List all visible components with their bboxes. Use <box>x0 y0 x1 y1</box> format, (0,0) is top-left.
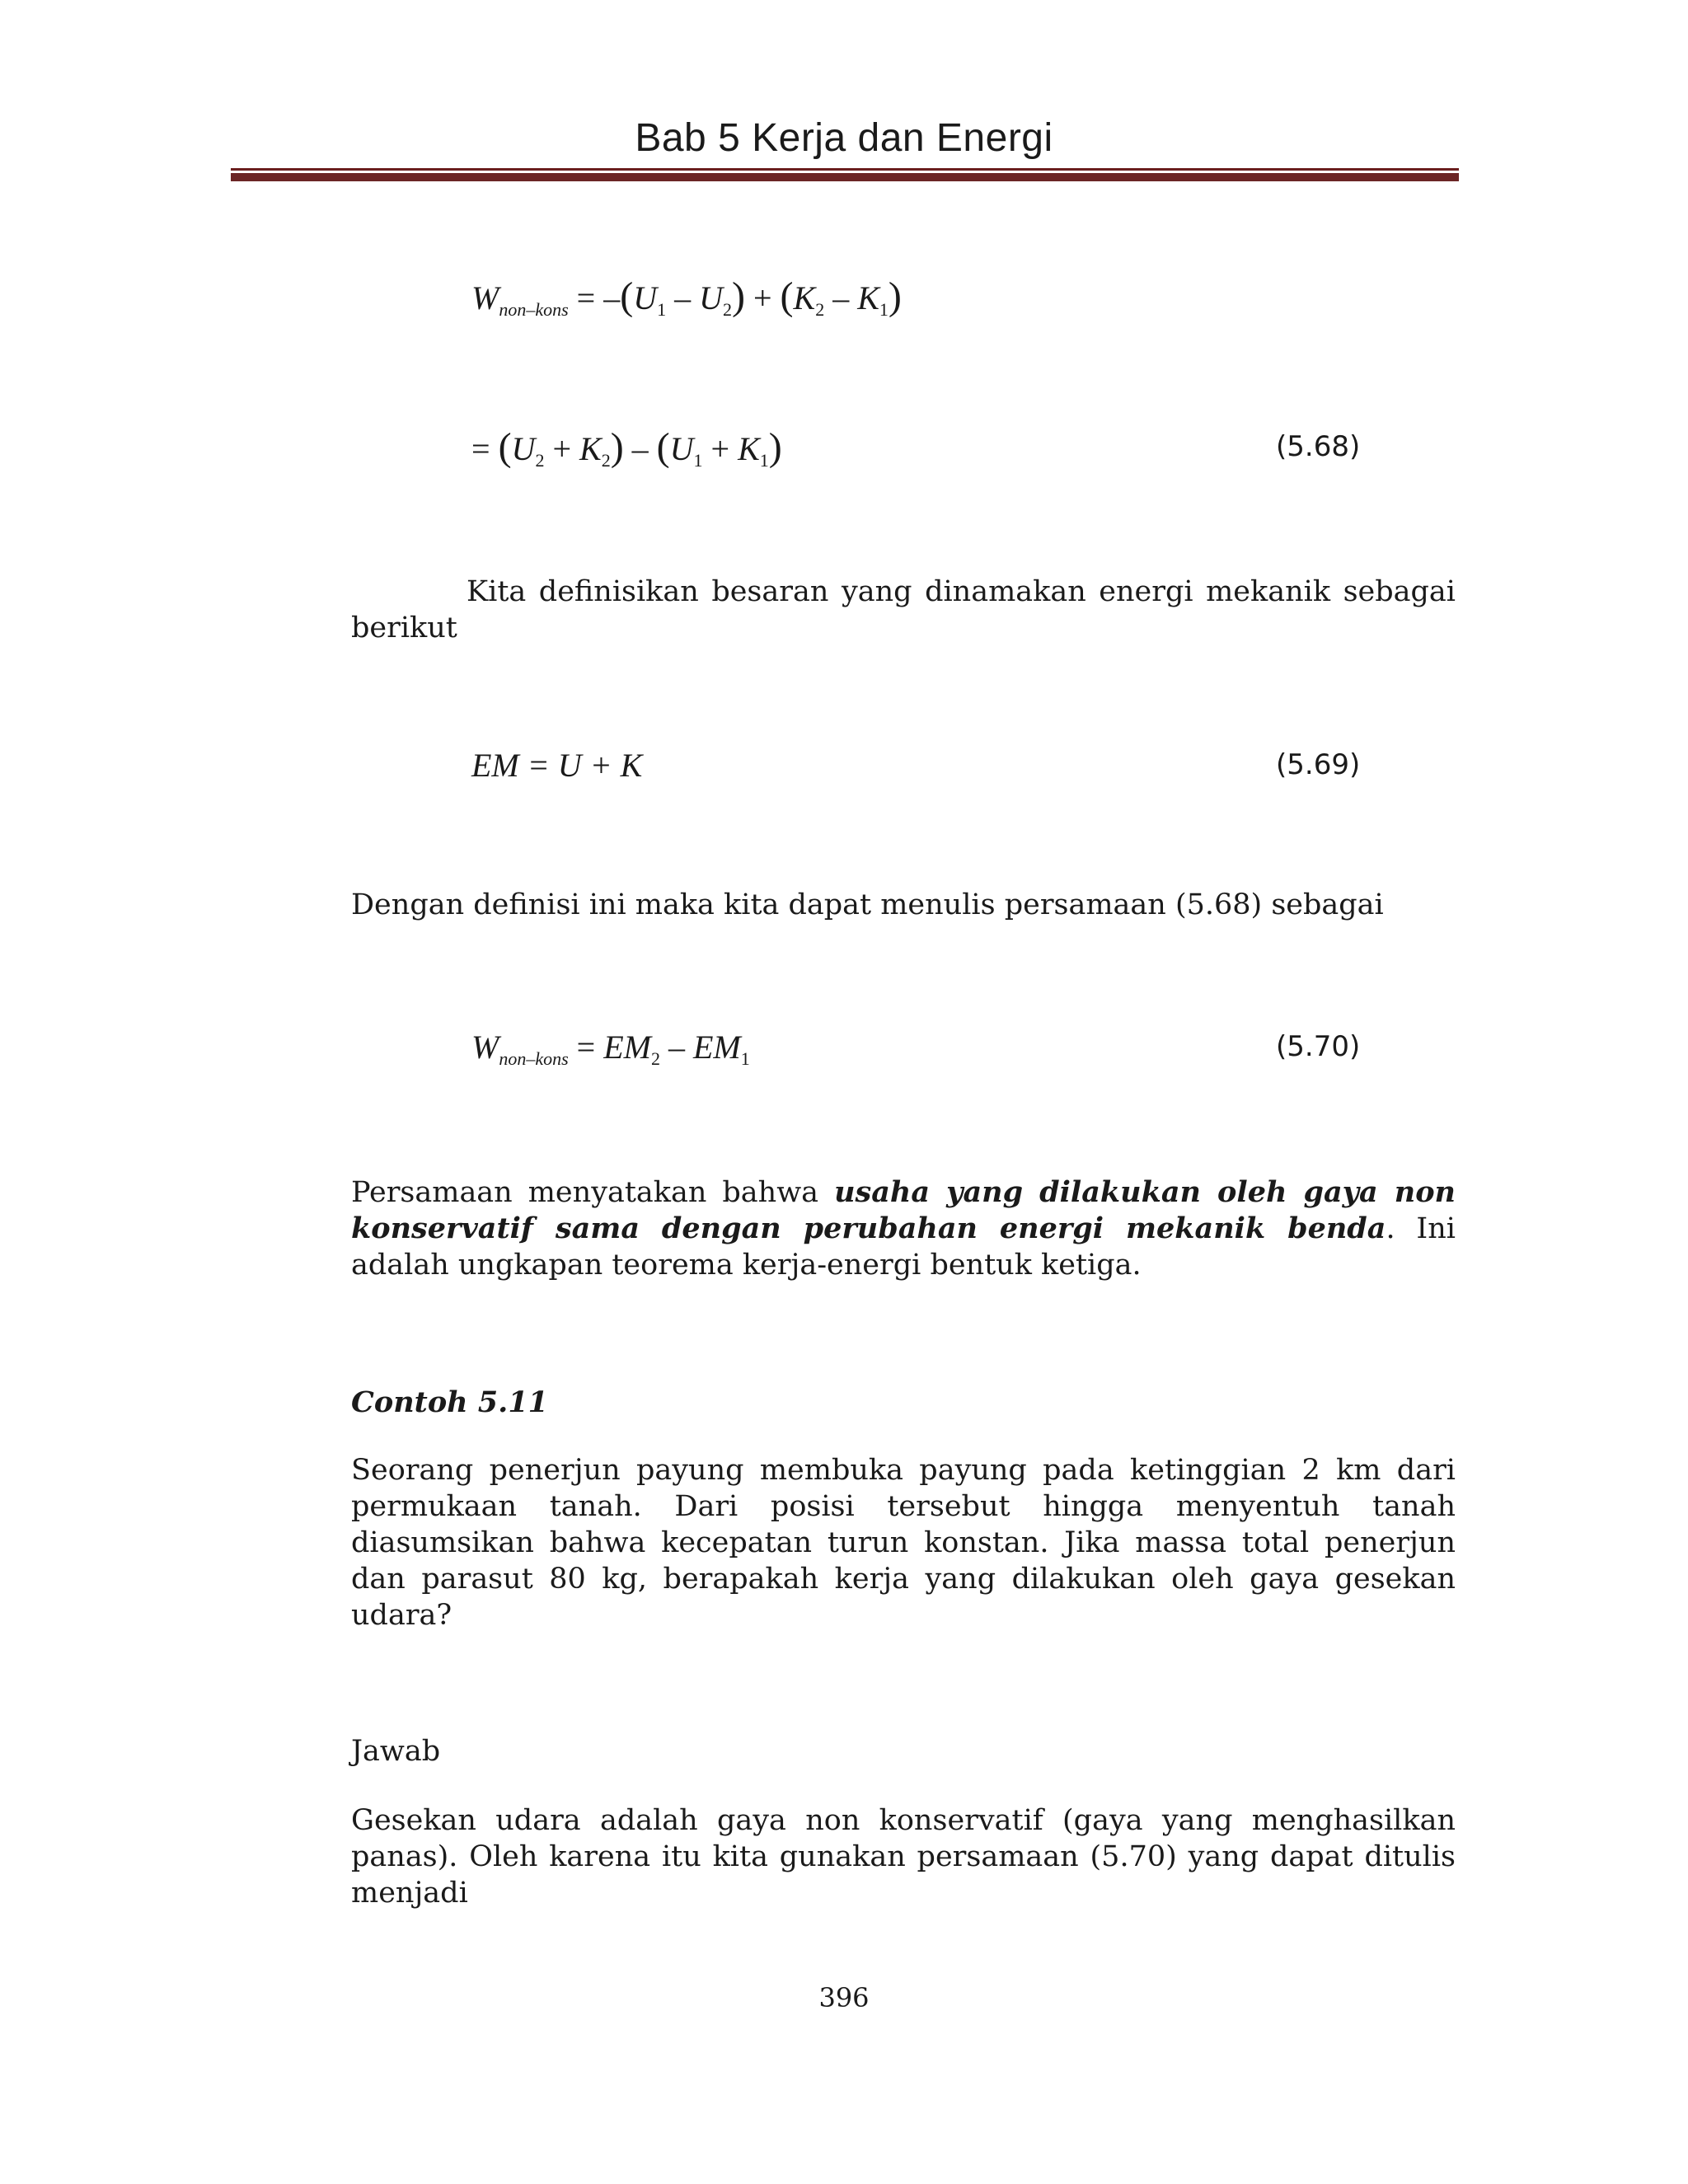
eq-subscript: 1 <box>657 299 667 320</box>
eq-subscript: 1 <box>759 450 769 471</box>
eq-symbol-w: W <box>471 1029 499 1066</box>
equation-number-5-69: (5.69) <box>1276 748 1361 781</box>
theorem-emphasis: usaha yang dilakukan oleh gaya non konservatif sama dengan perubahan energi mekanik benda <box>351 1175 1456 1245</box>
eq-symbol: K <box>857 279 879 316</box>
eq-subscript: 1 <box>879 299 889 320</box>
eq-symbol-em: EM <box>692 1029 741 1066</box>
eq-symbol: K <box>738 430 760 467</box>
eq-symbol: K <box>579 430 602 467</box>
eq-symbol: K <box>793 279 816 316</box>
eq-operator: + <box>544 430 579 467</box>
eq-subscript: non–kons <box>499 299 569 320</box>
eq-paren: ( <box>620 274 634 318</box>
answer-label: Jawab <box>351 1735 441 1768</box>
answer-text: Gesekan udara adalah gaya non konservatif (gaya yang menghasilkan panas). Oleh karena itu kita gunakan persamaan (5.70) yang dapat ditulis menjadi <box>351 1804 1456 1910</box>
equation-5-69 <box>471 746 642 785</box>
equation-number-5-70: (5.70) <box>1276 1030 1361 1063</box>
eq-operator: = – <box>576 279 621 316</box>
eq-subscript: 1 <box>693 450 703 471</box>
example-problem: Seorang penerjun payung membuka payung pada ketinggian 2 km dari permukaan tanah. Dari posisi tersebut hingga menyentuh tanah diasumsikan bahwa kecepatan turun konstan. Jika massa total penerjun dan parasut 80 kg, berapakah kerja yang dilakukan oleh gaya gesekan udara? <box>351 1454 1456 1632</box>
paragraph-definition: Kita definisikan besaran yang dinamakan energi mekanik sebagai berikut <box>351 575 1456 644</box>
eq-operator: – <box>824 279 858 316</box>
eq-subscript: 2 <box>601 450 611 471</box>
eq-operator: – <box>623 430 657 467</box>
eq-operator: = <box>576 1029 604 1066</box>
eq-rhs: = U + K <box>527 747 643 784</box>
header-rule-thin <box>231 168 1459 171</box>
eq-subscript: 2 <box>535 450 545 471</box>
eq-operator: – <box>666 279 700 316</box>
eq-symbol-w: W <box>471 279 499 316</box>
eq-operator: + <box>702 430 738 467</box>
eq-symbol-em: EM <box>471 747 519 784</box>
eq-subscript: 1 <box>740 1048 750 1069</box>
page-number: 396 <box>818 1982 870 2013</box>
theorem-text-end: . Ini adalah ungkapan teorema kerja-energi bentuk ketiga. <box>351 1212 1456 1282</box>
eq-paren: ) <box>731 274 745 318</box>
eq-paren: ) <box>610 425 624 469</box>
eq-subscript: non–kons <box>499 1048 569 1069</box>
eq-subscript: 2 <box>815 299 825 320</box>
eq-paren: ) <box>888 274 902 318</box>
eq-symbol: U <box>669 430 694 467</box>
eq-subscript: 2 <box>650 1048 660 1069</box>
equation-work-nonconservative <box>471 274 902 321</box>
eq-symbol: U <box>633 279 658 316</box>
example-title: Contoh 5.11 <box>351 1385 549 1419</box>
eq-subscript: 2 <box>722 299 732 320</box>
eq-paren: ( <box>498 425 512 469</box>
paragraph-theorem <box>351 1174 1456 1283</box>
eq-paren: ( <box>656 425 670 469</box>
equation-number-5-68: (5.68) <box>1276 430 1361 463</box>
equation-5-70 <box>471 1028 750 1070</box>
eq-paren: ) <box>768 425 782 469</box>
theorem-text-start: Persamaan menyatakan bahwa <box>351 1176 835 1209</box>
header-rule-thick <box>231 173 1459 181</box>
equation-5-68 <box>471 424 782 471</box>
eq-operator: + <box>744 279 781 316</box>
page-header-title: Bab 5 Kerja dan Energi <box>635 116 1053 160</box>
eq-symbol: U <box>511 430 536 467</box>
eq-paren: ( <box>780 274 794 318</box>
paragraph-rewrite: Dengan definisi ini maka kita dapat menulis persamaan (5.68) sebagai <box>351 888 1384 921</box>
eq-symbol-em: EM <box>603 1029 651 1066</box>
eq-operator: – <box>668 1029 685 1066</box>
eq-operator: = <box>471 430 499 467</box>
eq-symbol: U <box>699 279 723 316</box>
